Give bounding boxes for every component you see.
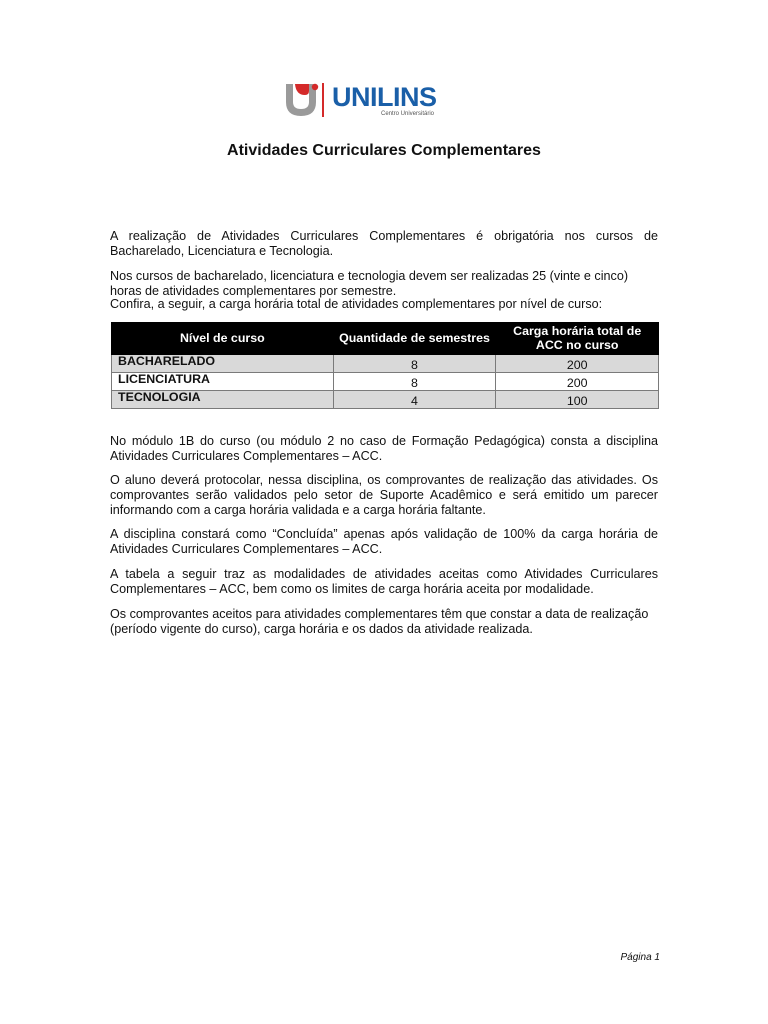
cell-level: TECNOLOGIA <box>112 391 334 409</box>
table-row <box>112 373 659 391</box>
paragraph-comprovantes: Os comprovantes aceitos para atividades complementares têm que constar a data de realização (período vigente do curso), carga horária e os dados da atividade realizada. <box>110 607 649 636</box>
paragraph-tabela: A tabela a seguir traz as modalidades de atividades aceitas como Atividades Curriculares Complementares – ACC, bem como os limites de carga horária aceita por modalidade. <box>110 567 658 596</box>
table-row <box>112 355 659 373</box>
unilins-logo <box>282 80 454 122</box>
paragraph-concluida: A disciplina constará como “Concluída” apenas após validação de 100% da carga horária de Atividades Curriculares Complementares – ACC. <box>110 527 658 556</box>
paragraph-protocolar: O aluno deverá protocolar, nessa disciplina, os comprovantes de realização das atividades. Os comprovantes serão validados pelo setor de Suporte Acadêmico e será emitido um parecer informando com a carga horária validada e a carga horária faltante. <box>110 473 658 517</box>
table-header-row <box>112 323 659 355</box>
cell-semesters: 4 <box>333 391 496 409</box>
cell-level: BACHARELADO <box>112 355 334 373</box>
table-row <box>112 391 659 409</box>
unilins-emblem-icon <box>282 80 332 120</box>
cell-semesters: 8 <box>333 373 496 391</box>
paragraph-hours: Nos cursos de bacharelado, licenciatura e tecnologia devem ser realizadas 25 (vinte e cinco) horas de atividades complementares por semestre. <box>110 269 629 298</box>
cell-hours: 200 <box>496 373 659 391</box>
logo-subtitle: Centro Universitário <box>381 111 435 117</box>
cell-hours: 200 <box>496 355 659 373</box>
paragraph-confira: Confira, a seguir, a carga horária total de atividades complementares por nível de curso: <box>110 297 603 311</box>
logo-wordmark: UNILINS <box>332 82 437 112</box>
paragraph-intro: A realização de Atividades Curriculares Complementares é obrigatória nos cursos de Bacharelado, Licenciatura e Tecnologia. <box>110 229 658 258</box>
cell-level: LICENCIATURA <box>112 373 334 391</box>
course-levels-table <box>111 322 659 409</box>
paragraph-modulo: No módulo 1B do curso (ou módulo 2 no caso de Formação Pedagógica) consta a disciplina Atividades Curriculares Complementares – ACC. <box>110 434 658 463</box>
header-semestres: Quantidade de semestres <box>333 323 496 355</box>
cell-hours: 100 <box>496 391 659 409</box>
page-number: Página 1 <box>620 952 660 963</box>
header-nivel: Nível de curso <box>112 323 334 355</box>
cell-semesters: 8 <box>333 355 496 373</box>
page-title: Atividades Curriculares Complementares <box>227 142 541 159</box>
header-carga: Carga horária total de ACC no curso <box>496 323 659 355</box>
